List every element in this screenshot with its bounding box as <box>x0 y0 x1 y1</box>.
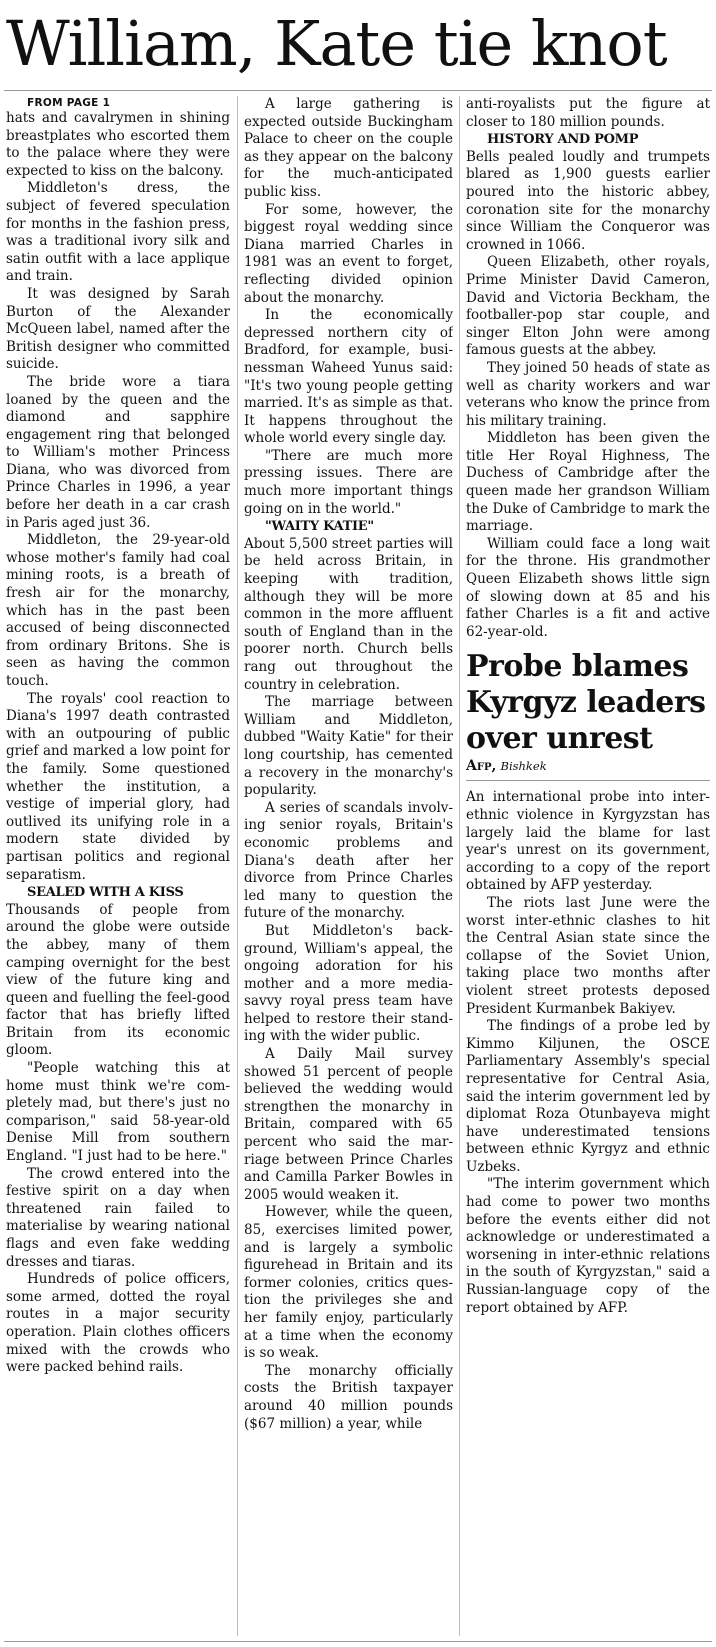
paragraph: Bells pealed loudly and trumpets blared as 1,900 guests earlier poured into the historic abbey, coronation site for the monarchy since William the Conqueror was crowned in 1066. <box>466 148 710 253</box>
byline-rule <box>466 780 710 781</box>
top-rule <box>4 90 712 91</box>
paragraph: "There are much more pressing issues. There are much more important things going on in the world." <box>244 447 453 517</box>
paragraph: The crowd entered into the festive spirit on a day when threatened rain failed to materialise by wearing national flags and even fake wedding dresses and tiaras. <box>6 1165 230 1270</box>
paragraph: The riots last June were the worst inter-ethnic clashes to hit the Central Asian state since the collapse of the Soviet Union, taking place two months after violent street protests deposed President Kurmanbek Bakiyev. <box>466 894 710 1017</box>
paragraph: A series of scandals involving senior royals, Britain's economic problems and Diana's death after her divorce from Prince Charles led many to question the future of the monarchy. <box>244 799 453 922</box>
paragraph: William could face a long wait for the throne. His grandmother Queen Elizabeth shows little sign of slowing down at 85 and his father Charles is a fit and active 62-year-old. <box>466 535 710 640</box>
kicker: FROM PAGE 1 <box>27 97 111 109</box>
paragraph: About 5,500 street parties will be held across Britain, in keeping with tradition, although they will be more common in the more affluent south of England than in the poorer north. Church bells rang out throughout the country in celebration. <box>244 535 453 693</box>
paragraph: The marriage between William and Middleton, dubbed "Waity Katie" for their long courtship, has cemented a recovery in the monarchy's popularity. <box>244 694 453 799</box>
byline-agency: Afp, <box>466 758 497 775</box>
paragraph: They joined 50 heads of state as well as charity workers and war veterans who know the prince from his military training. <box>466 359 710 429</box>
byline <box>466 757 710 776</box>
byline-place: Bishkek <box>500 759 547 774</box>
paragraph: Thousands of people from around the globe were outside the abbey, many of them camping overnight for the best view of the future king and queen and fuelling the feel-good factor that has briefly lifted Britain from its economic gloom. <box>6 901 230 1059</box>
paragraph: The monarchy officially costs the British taxpayer around 40 million pounds ($67 million) a year, while <box>244 1362 453 1432</box>
paragraph: An international probe into inter-ethnic violence in Kyrgyzstan has largely laid the blame for last year's unrest on its government, according to a copy of the report obtained by AFP yesterday. <box>466 789 710 894</box>
paragraph: In the economically depressed northern city of Bradford, for example, businessman Waheed Yunus said: "It's two young people getting married. It's as simple as that. It happens throughout the whole world every single day. <box>244 307 453 447</box>
column-divider-2 <box>459 96 460 1636</box>
side-story <box>466 649 710 1317</box>
paragraph: Middleton's dress, the subject of fevered speculation for months in the fashion press, was a traditional ivory silk and satin outfit with a lace applique and train. <box>6 180 230 285</box>
paragraph: For some, however, the biggest royal wedding since Diana married Charles in 1981 was an event to forget, reflecting divided opinion about the monarchy. <box>244 201 453 306</box>
paragraph: A large gathering is expected outside Buckingham Palace to cheer on the couple as they appear on the balcony for the much-anticipated public kiss. <box>244 96 453 200</box>
column-divider-1 <box>237 96 238 1636</box>
paragraph: hats and cavalrymen in shining breastplates who escorted them to the palace where they were expected to kiss on the balcony. <box>6 110 230 179</box>
paragraph: The findings of a probe led by Kimmo Kiljunen, the OSCE Parliamentary Assembly's special representative for Central Asia, said the interim government led by diplomat Roza Otunbayeva might have underestimated tensions between ethnic Kyrgyz and ethnic Uzbeks. <box>466 1018 710 1175</box>
paragraph: The royals' cool reaction to Diana's 1997 death contrasted with an outpouring of public grief and marked a low point for the family. Some questioned whether the institution, a vestige of imperial glory, had outlived its unifying role in a modern state divided by partisan politics and regional separatism. <box>6 690 230 883</box>
paragraph: Hundreds of police officers, some armed, dotted the royal routes in a major security operation. Plain clothes officers mixed with the crowds who were packed behind rails. <box>6 1271 230 1376</box>
paragraph: It was designed by Sarah Burton of the Alexander McQueen label, named after the British designer who committed suicide. <box>6 285 230 373</box>
side-story-headline: Probe blames Kyrgyz leaders over unrest <box>466 649 706 757</box>
article-column-2 <box>244 96 453 1638</box>
main-headline: William, Kate tie knot <box>6 7 667 80</box>
paragraph: "The interim government which had come to power two months before the events either did not acknowledge or underestimated a worsening in inter-ethnic relations in the south of Kyrgyzstan," said a Russian-language copy of the report obtained by AFP. <box>466 1176 710 1316</box>
paragraph: But Middleton's background, William's appeal, the ongoing adoration for his mother and a more media-savvy royal press team have helped to restore their standing with the wider public. <box>244 922 453 1045</box>
paragraph: The bride wore a tiara loaned by the queen and the diamond and sapphire engagement ring that belonged to William's mother Princess Diana, who was divorced from Prince Charles in 1996, a year before her death in a car crash in Paris aged just 36. <box>6 373 230 531</box>
article-column-1 <box>6 96 230 1638</box>
paragraph: A Daily Mail survey showed 51 percent of people believed the wedding would strengthen the monarchy in Britain, compared with 65 percent who said the marriage between Prince Charles and Camilla Parker Bowles in 2005 would weaken it. <box>244 1046 453 1203</box>
paragraph: However, while the queen, 85, exercises limited power, and is largely a symbolic figurehead in Britain and its former colonies, critics question the privileges she and her family enjoy, particularly at a time when the economy is so weak. <box>244 1204 453 1362</box>
paragraph: Queen Elizabeth, other royals, Prime Minister David Cameron, David and Victoria Beckham, the footballer-pop star couple, and singer Elton John were among famous guests at the abbey. <box>466 254 710 359</box>
article-column-3 <box>466 96 710 1638</box>
paragraph: Middleton, the 29-year-old whose mother's family had coal mining roots, is a breath of fresh air for the monarchy, which has in the past been accused of being disconnected from ordinary Britons. She is seen as having the common touch. <box>6 532 230 689</box>
subheading: HISTORY AND POMP <box>487 132 639 148</box>
bottom-rule <box>4 1641 712 1642</box>
paragraph: anti-royalists put the figure at closer to 180 million pounds. <box>466 96 710 130</box>
paragraph: "People watching this at home must think we're completely mad, but there's just no comparison," said 58-year-old Denise Mill from southern England. "I just had to be here." <box>6 1060 230 1165</box>
subheading: SEALED WITH A KISS <box>27 885 184 901</box>
subheading: "WAITY KATIE" <box>265 519 374 535</box>
paragraph: Middleton has been given the title Her Royal Highness, The Duchess of Cambridge after the queen made her grandson William the Duke of Cambridge to mark the marriage. <box>466 430 710 535</box>
